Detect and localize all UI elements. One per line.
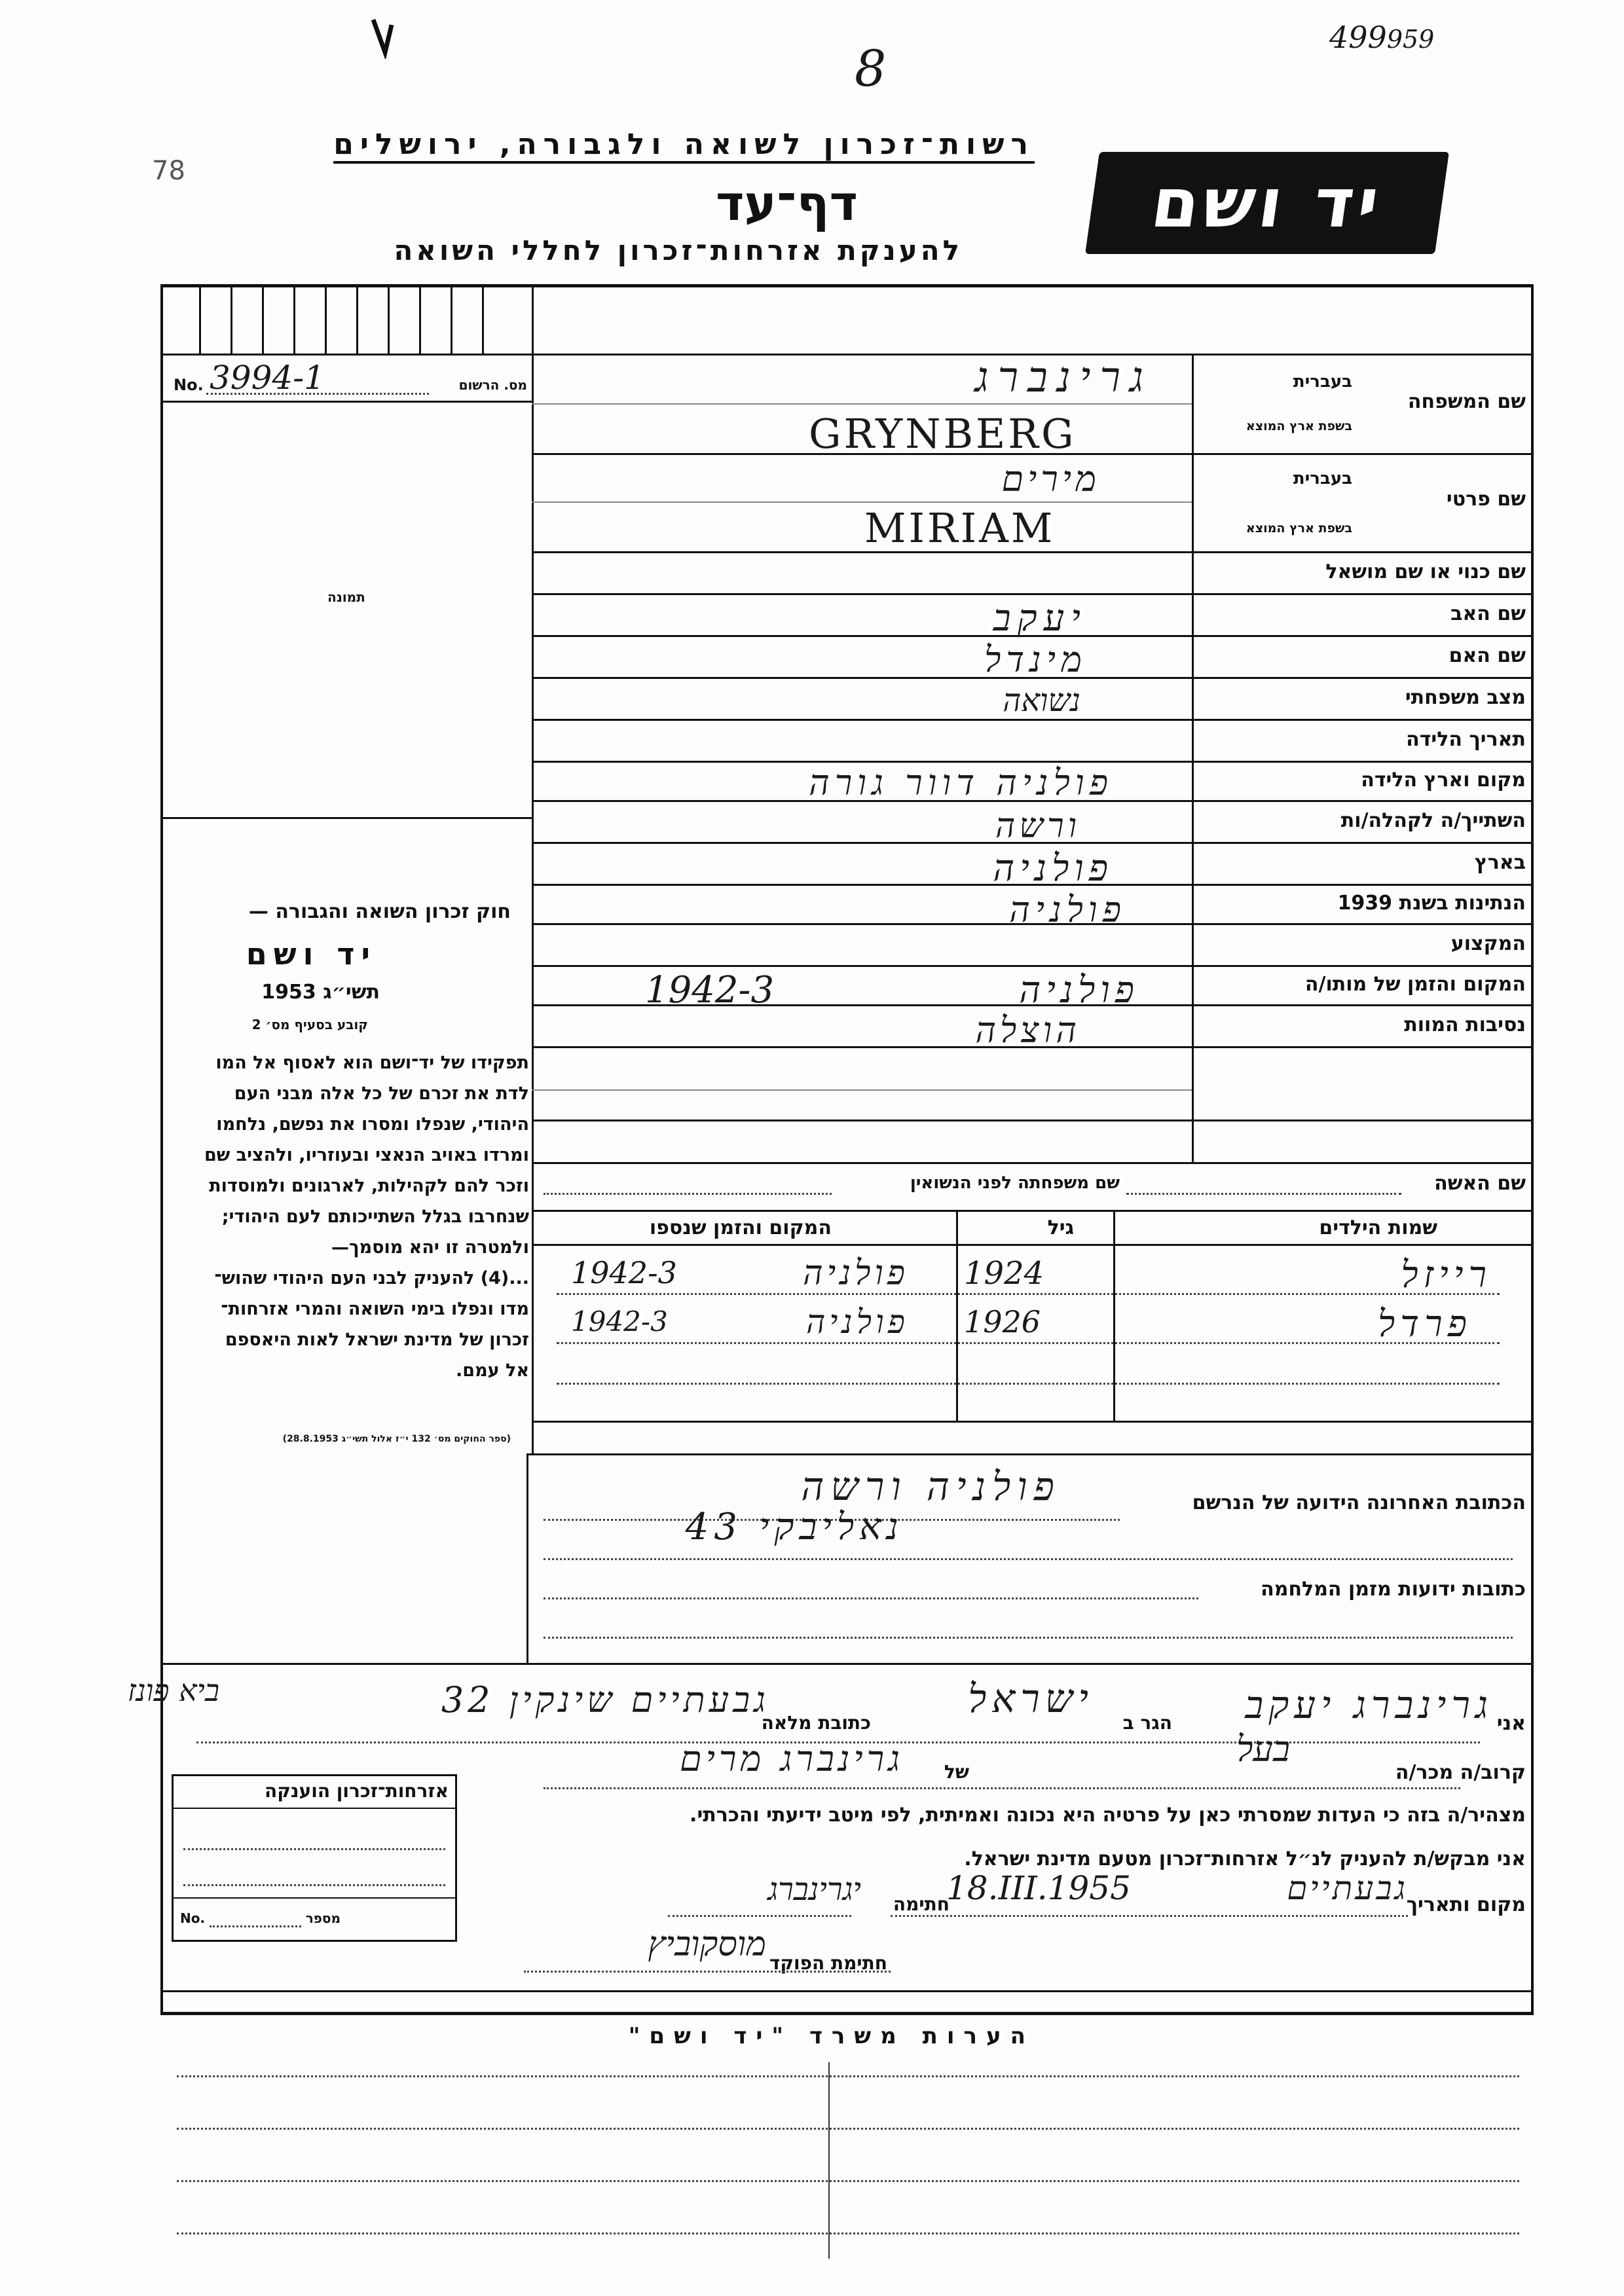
child-age: 1926 [964, 1304, 1041, 1339]
war-address-label: כתובות ידועות מזמן המלחמה [1261, 1578, 1526, 1601]
law-line: אל עמם. [456, 1360, 529, 1381]
mother-label: שם האם [1449, 644, 1526, 667]
first-name-hebrew: מירים [1001, 458, 1100, 500]
law-year: תשי״ג 1953 [261, 981, 380, 1004]
citizenship-granted-box [172, 1774, 457, 1942]
registration-label: מס. הרשום [458, 377, 527, 393]
law-name: יד ושם [246, 936, 377, 972]
law-line: ולמטרה זו יהא מוסמך— [331, 1237, 529, 1258]
corner-tick-icon [367, 13, 399, 59]
father-name: יעקב [993, 597, 1087, 640]
children-header-place: המקום והזמן שנספו [649, 1216, 832, 1239]
declarant-living-label: הגר ב [1122, 1712, 1172, 1734]
office-remarks-title: הערות משרד "יד ושם" [628, 2023, 1035, 2049]
logo-text: יד ושם [1146, 163, 1388, 243]
child-age: 1924 [964, 1255, 1044, 1292]
child-death-place: פולניה [805, 1303, 909, 1341]
child-death-place: פולניה [803, 1254, 909, 1293]
birth-date-label: תאריך הלידה [1406, 728, 1526, 751]
declarant-address-value: גבעתיים שינקין 32 [441, 1679, 769, 1721]
child-death-time: 1942-3 [571, 1305, 668, 1338]
law-line: היהודי, שנפלו ומסרו את נפשם, נלחמו [216, 1114, 529, 1135]
last-address-label: הכתובת האחרונה הידועה של הנרשם [1192, 1491, 1526, 1514]
corner-page-number: 499959 [1329, 20, 1435, 55]
last-address-value: פולניה ורשה [801, 1464, 1061, 1510]
law-reference: (ספר החוקים מס׳ 132 י״ז אלול תשי״ג 28.8.1953) [282, 1434, 511, 1444]
form-subtitle: להענקת אזרחות־זכרון לחללי השואה [394, 234, 963, 266]
law-line: זכרון של מדינת ישראל לאות היאספם [225, 1330, 529, 1350]
photo-label: תמונה [327, 589, 365, 605]
declarant-living-value: ישראל [968, 1676, 1094, 1722]
country: פולניה [993, 847, 1113, 890]
children-header-names: שמות הילדים [1319, 1216, 1437, 1239]
registration-number: 3994-1 [210, 359, 325, 397]
first-lang-hebrew: בעברית [1293, 469, 1352, 488]
community: ורשה [995, 807, 1080, 846]
declarant-i-label: אני [1496, 1712, 1526, 1735]
registration-number-row [174, 359, 527, 398]
death-place: פולניה [1019, 969, 1139, 1011]
citizenship-no-label: No. [180, 1910, 206, 1926]
death-time: 1942-3 [645, 969, 775, 1011]
officer-signature: מוסקוביץ [648, 1925, 766, 1964]
table-row [532, 1254, 1531, 1296]
relation-of-value: גרינברג מרים [680, 1738, 904, 1779]
father-label: שם האב [1450, 602, 1526, 625]
relation-of-label: של [944, 1761, 969, 1783]
family-lang-native: בשפת ארץ המוצא [1246, 419, 1352, 433]
law-line: שנחרבו בגלל השתייכותם לעם היהודי; [221, 1207, 529, 1227]
death-cause-label: נסיבות המוות [1404, 1013, 1526, 1036]
death-label: המקום והזמן של מותו/ה [1304, 973, 1526, 996]
family-name-hebrew: גרינברג [974, 354, 1153, 402]
marital-label: מצב משפחתי [1405, 686, 1526, 709]
community-label: השתייך/ה לקהלה/ות [1340, 809, 1526, 832]
child-death-time: 1942-3 [571, 1255, 677, 1290]
birth-place-label: מקום וארץ הלידה [1361, 769, 1526, 792]
law-line: לדת את זכרם של כל אלה מבני העם [234, 1084, 529, 1104]
citizenship-number-label: מספר [305, 1910, 341, 1926]
death-cause: הוצלה [975, 1010, 1080, 1051]
nickname-label: שם כנוי או שם מושאל [1325, 560, 1526, 583]
first-name-native: MIRIAM [864, 504, 1056, 552]
child-name: פרדל [1378, 1303, 1472, 1345]
law-body [162, 1048, 529, 1386]
corner-top-mark: 8 [855, 39, 887, 98]
birth-place: פולניה דוור גורה [809, 762, 1113, 803]
declarant-signature: יגרינברג [767, 1871, 861, 1908]
first-name-label: שם פרטי [1446, 488, 1526, 511]
children-header-age: גיל [1047, 1216, 1074, 1239]
date-value: 18.III.1955 [946, 1869, 1131, 1907]
profession-label: המקצוע [1450, 932, 1526, 955]
relation-label: קרוב/ה מכר/ה [1395, 1761, 1526, 1784]
last-address-value-2: נאליבקי 43 [685, 1506, 904, 1548]
law-line: ...(4) להעניק לבני העם היהודי שהוש־ [214, 1268, 529, 1288]
law-line: וזכר להם לקהילות, לארגונים ולמוסדות [209, 1176, 529, 1196]
country-label: בארץ [1474, 851, 1526, 874]
officer-signature-label: חתימת הפוקד [769, 1952, 887, 1974]
corner-left-mark: 78 [152, 156, 185, 186]
declarant-address-margin: ביא פונז [127, 1673, 219, 1708]
marital-status: נשואה [1003, 682, 1080, 719]
citizenship-label: הנתינות בשנת 1939 [1337, 892, 1526, 915]
family-lang-hebrew: בעברית [1293, 372, 1352, 392]
law-line: תפקידו של יד־ושם הוא לאסוף אל המו [215, 1053, 529, 1073]
law-title: חוק זכרון השואה והגבורה — [248, 900, 511, 923]
maiden-name-label: שם משפחתה לפני הנשואין [910, 1173, 1120, 1193]
family-name-native: GRYNBERG [809, 410, 1077, 458]
table-row [532, 1303, 1531, 1345]
form-title: דף־עד [716, 175, 858, 232]
first-lang-native: בשפת ארץ המוצא [1246, 521, 1352, 536]
place-date-label: מקום ותאריך [1406, 1893, 1526, 1916]
registration-no-label: No. [174, 376, 204, 394]
declarant-address-label: כתובת מלאה [761, 1712, 871, 1734]
law-line: מדו ונפלו בימי השואה והמרי אזרחות־ [221, 1299, 529, 1319]
wife-label: שם האשה [1434, 1172, 1526, 1195]
header-authority: רשות־זכרון לשואה ולגבורה, ירושלים [333, 128, 1035, 164]
signature-label: חתימה [893, 1893, 950, 1915]
declaration-text: מצהיר/ה בזה כי העדות שמסרתי כאן על פרטיה היא נכונה ואמיתית, לפי מיטב ידיעתי והכרתי. [690, 1804, 1526, 1827]
mother-name: מינדל [984, 639, 1087, 680]
family-name-label: שם המשפחה [1407, 390, 1526, 413]
citizenship-granted-title: אזרחות־זכרון הוענקה [265, 1780, 449, 1802]
child-name: רייזל [1401, 1254, 1492, 1296]
relation-value: בעל [1236, 1728, 1290, 1770]
place-value: גבעתיים [1287, 1869, 1408, 1907]
request-text: אני מבקש/ת להעניק לנ״ל אזרחות־זכרון מטעם מדינת ישראל. [964, 1848, 1526, 1870]
yad-vashem-logo [1085, 152, 1449, 254]
law-clause: קובע בסעיף מס׳ 2 [251, 1017, 368, 1032]
declarant-name: גרינברג יעקב [1245, 1683, 1493, 1727]
citizenship-1939: פולניה [1009, 889, 1126, 930]
law-line: ומרדו באויב הנאצי ובעוזריו, ולהציב שם [204, 1145, 529, 1165]
